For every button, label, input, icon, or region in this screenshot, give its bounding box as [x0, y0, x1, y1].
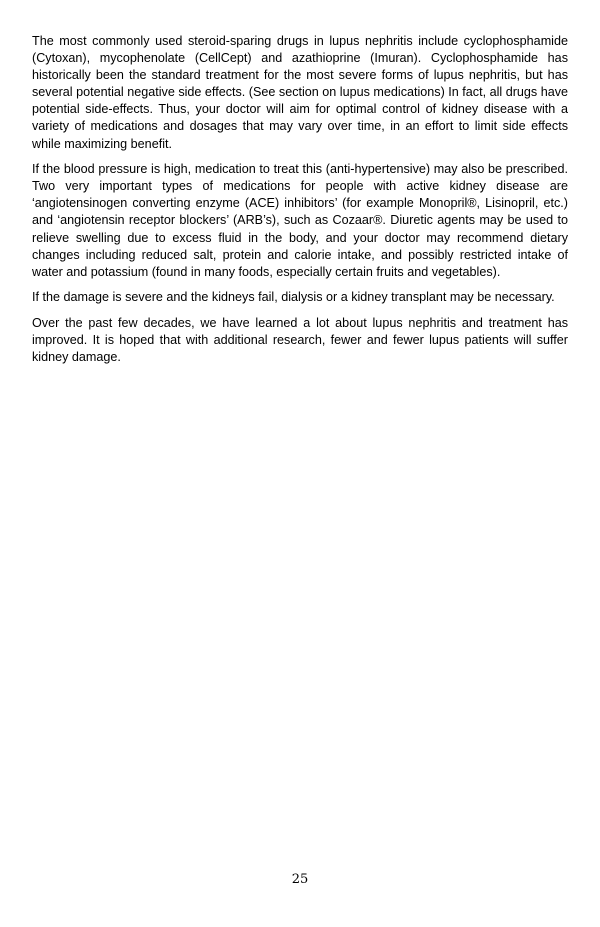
paragraph-kidney-failure: If the damage is severe and the kidneys fail, dialysis or a kidney transplant may be necessary.: [32, 290, 555, 305]
paragraph-blood-pressure-medication: If the blood pressure is high, medication to treat this (anti-hypertensive) may also be prescribed. Two very important types of medications for people with active kidney disease are ‘angiotensinogen converting enzyme (ACE) inhibitors’ (for example Monopril®, Lisinopril, etc.) and ‘angiotensin receptor blockers’ (ARB’s), such as Cozaar®. Diuretic agents may be used to relieve swelling due to excess fluid in the body, and your doctor may recommend dietary changes including reduced salt, protein and calorie intake, and possibly restricted intake of water and potassium (found in many foods, especially certain fruits and vegetables).: [32, 162, 568, 279]
paragraph-research-outlook: Over the past few decades, we have learned a lot about lupus nephritis and treatment has improved. It is hoped that with additional research, fewer and fewer lupus patients will suffer kidney damage.: [32, 315, 568, 365]
page-number: 25: [291, 872, 309, 887]
page-body: [32, 33, 568, 375]
paragraph-steroid-sparing-drugs: The most commonly used steroid-sparing drugs in lupus nephritis include cyclophosphamide (Cytoxan), mycophenolate (CellCept) and azathioprine (Imuran). Cyclophosphamide has historically been the standard treatment for the most severe forms of lupus nephritis, but has several potential negative side effects. (See section on lupus medications) In fact, all drugs have potential side-effects. Thus, your doctor will aim for optimal control of kidney disease with a variety of medications and dosages that may vary over time, in an effort to limit side effects while maximizing benefit.: [32, 34, 569, 151]
